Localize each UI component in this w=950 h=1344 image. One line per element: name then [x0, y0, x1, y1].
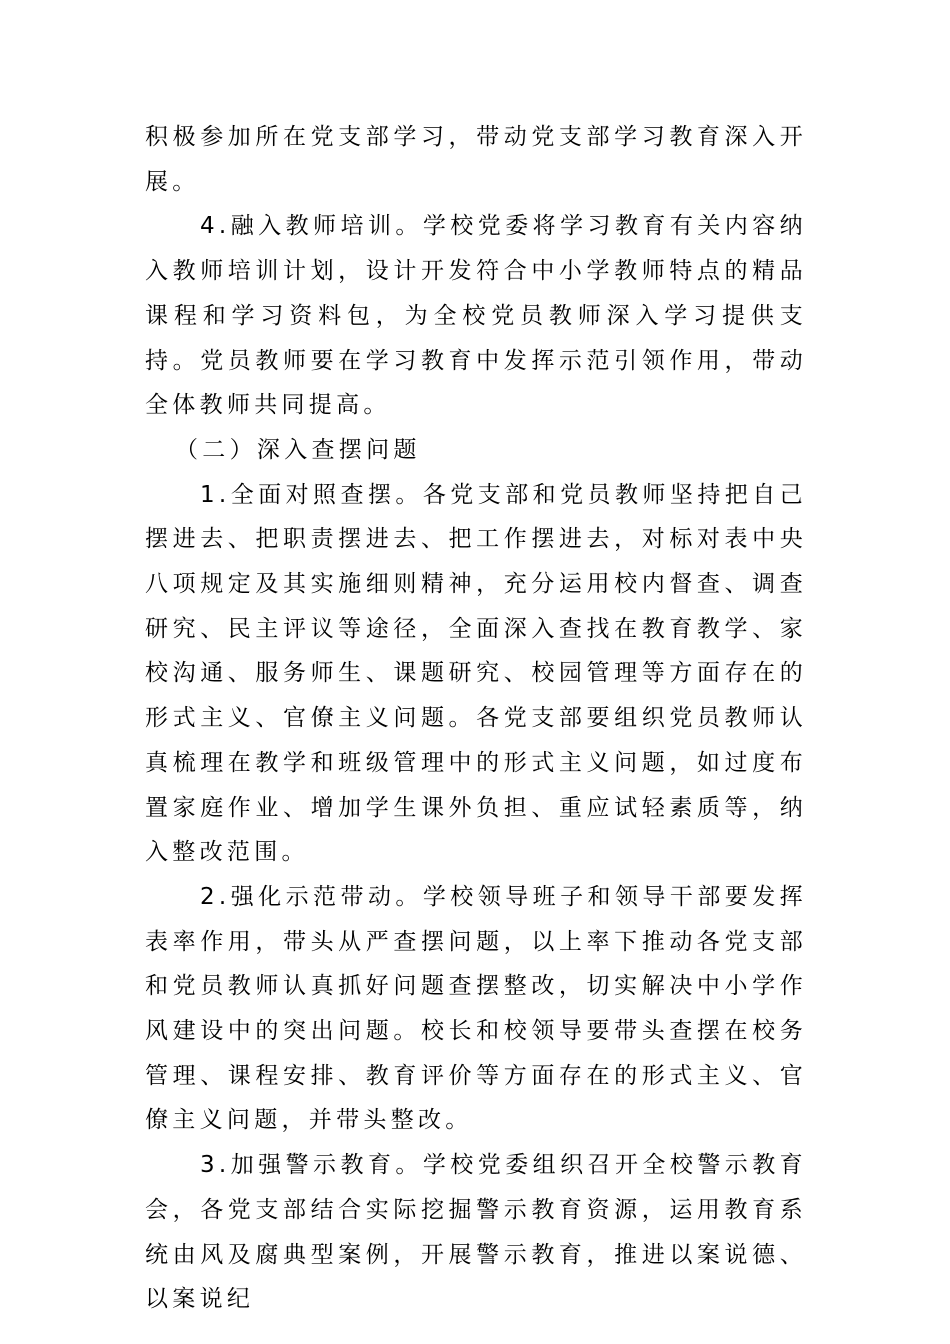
- document-page: [145, 115, 807, 1322]
- paragraph-item-1-comprehensive-check: 1.全面对照查摆。各党支部和党员教师坚持把自己摆进去、把职责摆进去、把工作摆进去，对标对表中央八项规定及其实施细则精神，充分运用校内督查、调查研究、民主评议等途径，全面深入查找在教育教学、家校沟通、服务师生、课题研究、校园管理等方面存在的形式主义、官僚主义问题。各党支部要组织党员教师认真梳理在教学和班级管理中的形式主义问题，如过度布置家庭作业、增加学生课外负担、重应试轻素质等，纳入整改范围。: [145, 481, 807, 866]
- paragraph-item-3-warning-education: 3.加强警示教育。学校党委组织召开全校警示教育会，各党支部结合实际挖掘警示教育资源，运用教育系统由风及腐典型案例，开展警示教育，推进以案说德、以案说纪: [145, 1152, 807, 1313]
- paragraph-continuation: 积极参加所在党支部学习，带动党支部学习教育深入开展。: [145, 124, 807, 195]
- paragraph-item-2-lead-by-example: 2.强化示范带动。学校领导班子和领导干部要发挥表率作用，带头从严查摆问题，以上率下推动各党支部和党员教师认真抓好问题查摆整改，切实解决中小学作风建设中的突出问题。校长和校领导要带头查摆在校务管理、课程安排、教育评价等方面存在的形式主义、官僚主义问题，并带头整改。: [145, 883, 807, 1134]
- paragraph-item-4-teacher-training: 4.融入教师培训。学校党委将学习教育有关内容纳入教师培训计划，设计开发符合中小学教师特点的精品课程和学习资料包，为全校党员教师深入学习提供支持。党员教师要在学习教育中发挥示范引领作用，带动全体教师共同提高。: [145, 213, 807, 419]
- section-heading-find-problems: （二）深入查摆问题: [175, 436, 421, 463]
